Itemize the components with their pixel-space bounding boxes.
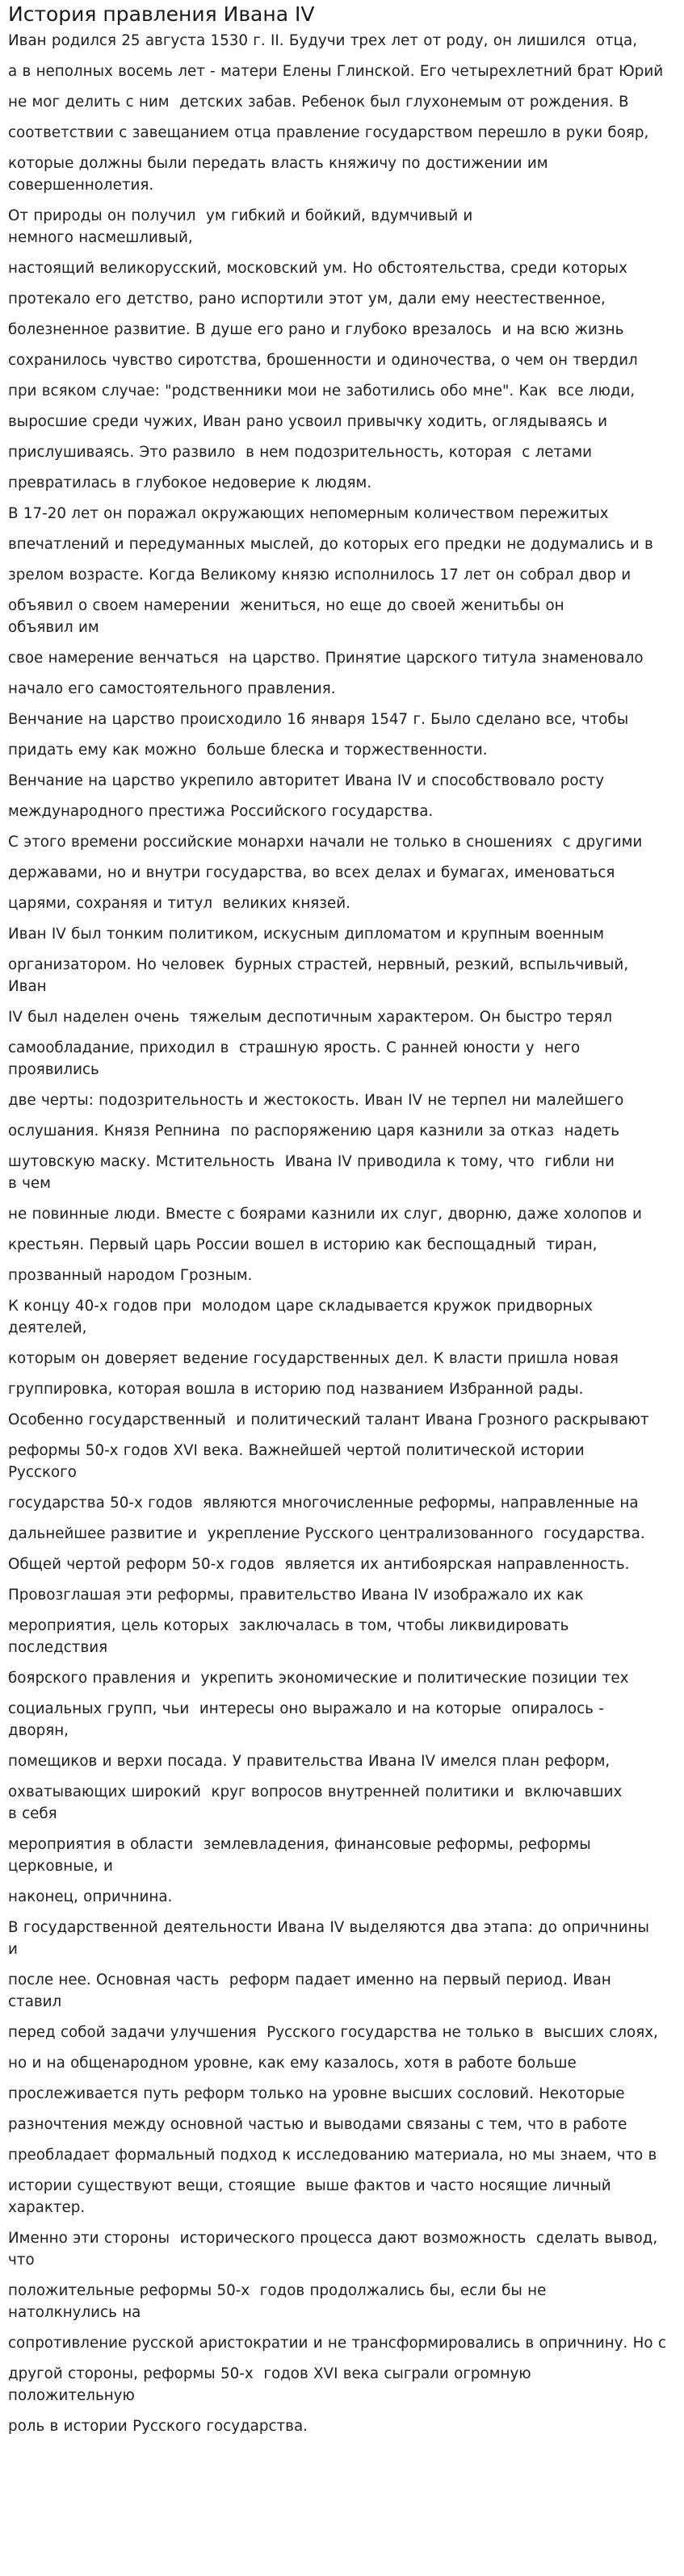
text-line: Венчание на царство укрепило авторитет Ивана IV и способствовало росту — [8, 772, 605, 789]
text-line: международного престижа Российского государства. — [8, 803, 434, 820]
text-line: боярского правления и укрепить экономические и политические позиции тех — [8, 1670, 629, 1687]
text-line: разночтения между основной частью и выводами связаны с тем, что в работе — [8, 2116, 627, 2133]
text-line: выросшие среди чужих, Иван рано усвоил привычку ходить, оглядываясь и — [8, 413, 607, 430]
text-line: впечатлений и передуманных мыслей, до которых его предки не додумались и в — [8, 536, 653, 553]
text-line: Именно эти стороны исторического процесса дают возможность сделать вывод, что — [8, 2230, 658, 2269]
text-line: болезненное развитие. В душе его рано и глубоко врезалось и на всю жизнь — [8, 321, 624, 338]
text-line: Иван IV был тонким политиком, искусным дипломатом и крупным военным — [8, 926, 605, 943]
text-line: От природы он получил ум гибкий и бойкий, вдумчивый и немного насмешливый, — [8, 207, 473, 246]
text-line: Иван родился 25 августа 1530 г. II. Будучи трех лет от роду, он лишился отца, — [8, 32, 638, 49]
text-line: при всяком случае: "родственники мои не заботились обо мне". Как все люди, — [8, 383, 636, 399]
text-line: не мог делить с ним детских забав. Ребенок был глухонемым от рождения. В — [8, 94, 629, 111]
text-line: свое намерение венчаться на царство. Принятие царского титула знаменовало — [8, 650, 644, 667]
text-line: ослушания. Князя Репнина по распоряжению царя казнили за отказ надеть — [8, 1123, 620, 1140]
text-line: помещиков и верхи посада. У правительства Ивана IV имелся план реформ, — [8, 1753, 611, 1770]
document-title: История правления Ивана IV — [8, 2, 315, 26]
document-body — [8, 30, 676, 2437]
text-line: охватывающих широкий круг вопросов внутренней политики и включавших в себя — [8, 1784, 623, 1822]
text-line: Общей чертой реформ 50-х годов является их антибоярская направленность. — [8, 1556, 630, 1573]
text-line: зрелом возрасте. Когда Великому князю исполнилось 17 лет он собрал двор и — [8, 567, 632, 583]
text-line: но и на общенародном уровне, как ему казалось, хотя в работе больше — [8, 2055, 577, 2072]
text-line: положительные реформы 50-х годов продолжались бы, если бы не натолкнулись на — [8, 2282, 547, 2321]
text-line: государства 50-х годов являются многочисленные реформы, направленные на — [8, 1495, 639, 1512]
text-line: шутовскую маску. Мстительность Ивана IV приводила к тому, что гибли ни в чем — [8, 1153, 615, 1192]
text-line: IV был наделен очень тяжелым деспотичным характером. Он быстро терял — [8, 1009, 613, 1026]
text-line: наконец, опричнина. — [8, 1888, 173, 1905]
text-line: соответствии с завещанием отца правление государством перешло в руки бояр, — [8, 124, 649, 141]
text-line: другой стороны, реформы 50-х годов XVI века сыграли огромную положительную — [8, 2365, 531, 2404]
text-line: К концу 40-х годов при молодом царе складывается кружок придворных деятелей, — [8, 1298, 593, 1336]
text-line: после нее. Основная часть реформ падает именно на первый период. Иван ставил — [8, 1972, 611, 2010]
text-line: Провозглашая эти реформы, правительство Ивана IV изображало их как — [8, 1587, 584, 1604]
text-line: которым он доверяет ведение государственных дел. К власти пришла новая — [8, 1350, 619, 1367]
text-line: превратилась в глубокое недоверие к людям. — [8, 475, 372, 491]
text-line: а в неполных восемь лет - матери Елены Глинской. Его четырехлетний брат Юрий — [8, 63, 664, 80]
text-line: мероприятия, цель которых заключалась в том, чтобы ликвидировать последствия — [8, 1617, 569, 1656]
text-line: С этого времени российские монархи начали не только в сношениях с другими — [8, 834, 643, 851]
text-line: истории существуют вещи, стоящие выше фактов и часто носящие личный характер. — [8, 2177, 611, 2216]
text-line: преобладает формальный подход к исследованию материала, но мы знаем, что в — [8, 2147, 657, 2164]
text-line: перед собой задачи улучшения Русского государства не только в высших слоях, — [8, 2024, 658, 2041]
text-line: начало его самостоятельного правления. — [8, 680, 336, 697]
text-line: крестьян. Первый царь России вошел в историю как беспощадный тиран, — [8, 1236, 598, 1253]
text-line: группировка, которая вошла в историю под названием Избранной рады. — [8, 1381, 584, 1398]
text-line: царями, сохраняя и титул великих князей. — [8, 895, 350, 912]
text-line: объявил о своем намерении жениться, но еще до своей женитьбы он объявил им — [8, 597, 564, 636]
text-line: которые должны были передать власть княжичу по достижении им совершеннолетия. — [8, 155, 548, 194]
text-line: мероприятия в области землевладения, финансовые реформы, реформы церковные, и — [8, 1836, 591, 1875]
text-line: роль в истории Русского государства. — [8, 2418, 308, 2435]
text-line: самообладание, приходил в страшную ярость. С ранней юности у него проявились — [8, 1039, 581, 1078]
text-line: не повинные люди. Вместе с боярами казнили их слуг, дворню, даже холопов и — [8, 1206, 642, 1223]
text-line: социальных групп, чьи интересы оно выражало и на которые опиралось - дворян, — [8, 1700, 604, 1739]
text-line: организатором. Но человек бурных страстей, нервный, резкий, вспыльчивый, Иван — [8, 956, 629, 995]
text-line: державами, но и внутри государства, во всех делах и бумагах, именоваться — [8, 864, 615, 881]
text-line: Особенно государственный и политический талант Ивана Грозного раскрывают — [8, 1411, 649, 1428]
text-line: настоящий великорусский, московский ум. Но обстоятельства, среди которых — [8, 260, 627, 277]
text-line: реформы 50-х годов XVI века. Важнейшей чертой политической истории Русского — [8, 1442, 585, 1481]
text-line: прислушиваясь. Это развило в нем подозрительность, которая с летами — [8, 444, 593, 461]
text-line: две черты: подозрительность и жестокость. Иван IV не терпел ни малейшего — [8, 1092, 624, 1109]
text-line: прослеживается путь реформ только на уровне высших сословий. Некоторые — [8, 2085, 625, 2102]
text-line: прозванный народом Грозным. — [8, 1267, 253, 1284]
text-line: В 17-20 лет он поражал окружающих непомерным количеством пережитых — [8, 505, 609, 522]
text-line: сопротивление русской аристократии и не трансформировались в опричнину. Но с — [8, 2335, 666, 2352]
text-line: Венчание на царство происходило 16 января 1547 г. Было сделано все, чтобы — [8, 711, 629, 728]
text-line: придать ему как можно больше блеска и торжественности. — [8, 742, 488, 759]
text-line: протекало его детство, рано испортили этот ум, дали ему неестественное, — [8, 291, 606, 307]
text-line: В государственной деятельности Ивана IV выделяются два этапа: до опричнины и — [8, 1919, 649, 1958]
text-line: сохранилось чувство сиротства, брошенности и одиночества, о чем он твердил — [8, 352, 638, 369]
text-line: дальнейшее развитие и укрепление Русского централизованного государства. — [8, 1525, 645, 1542]
